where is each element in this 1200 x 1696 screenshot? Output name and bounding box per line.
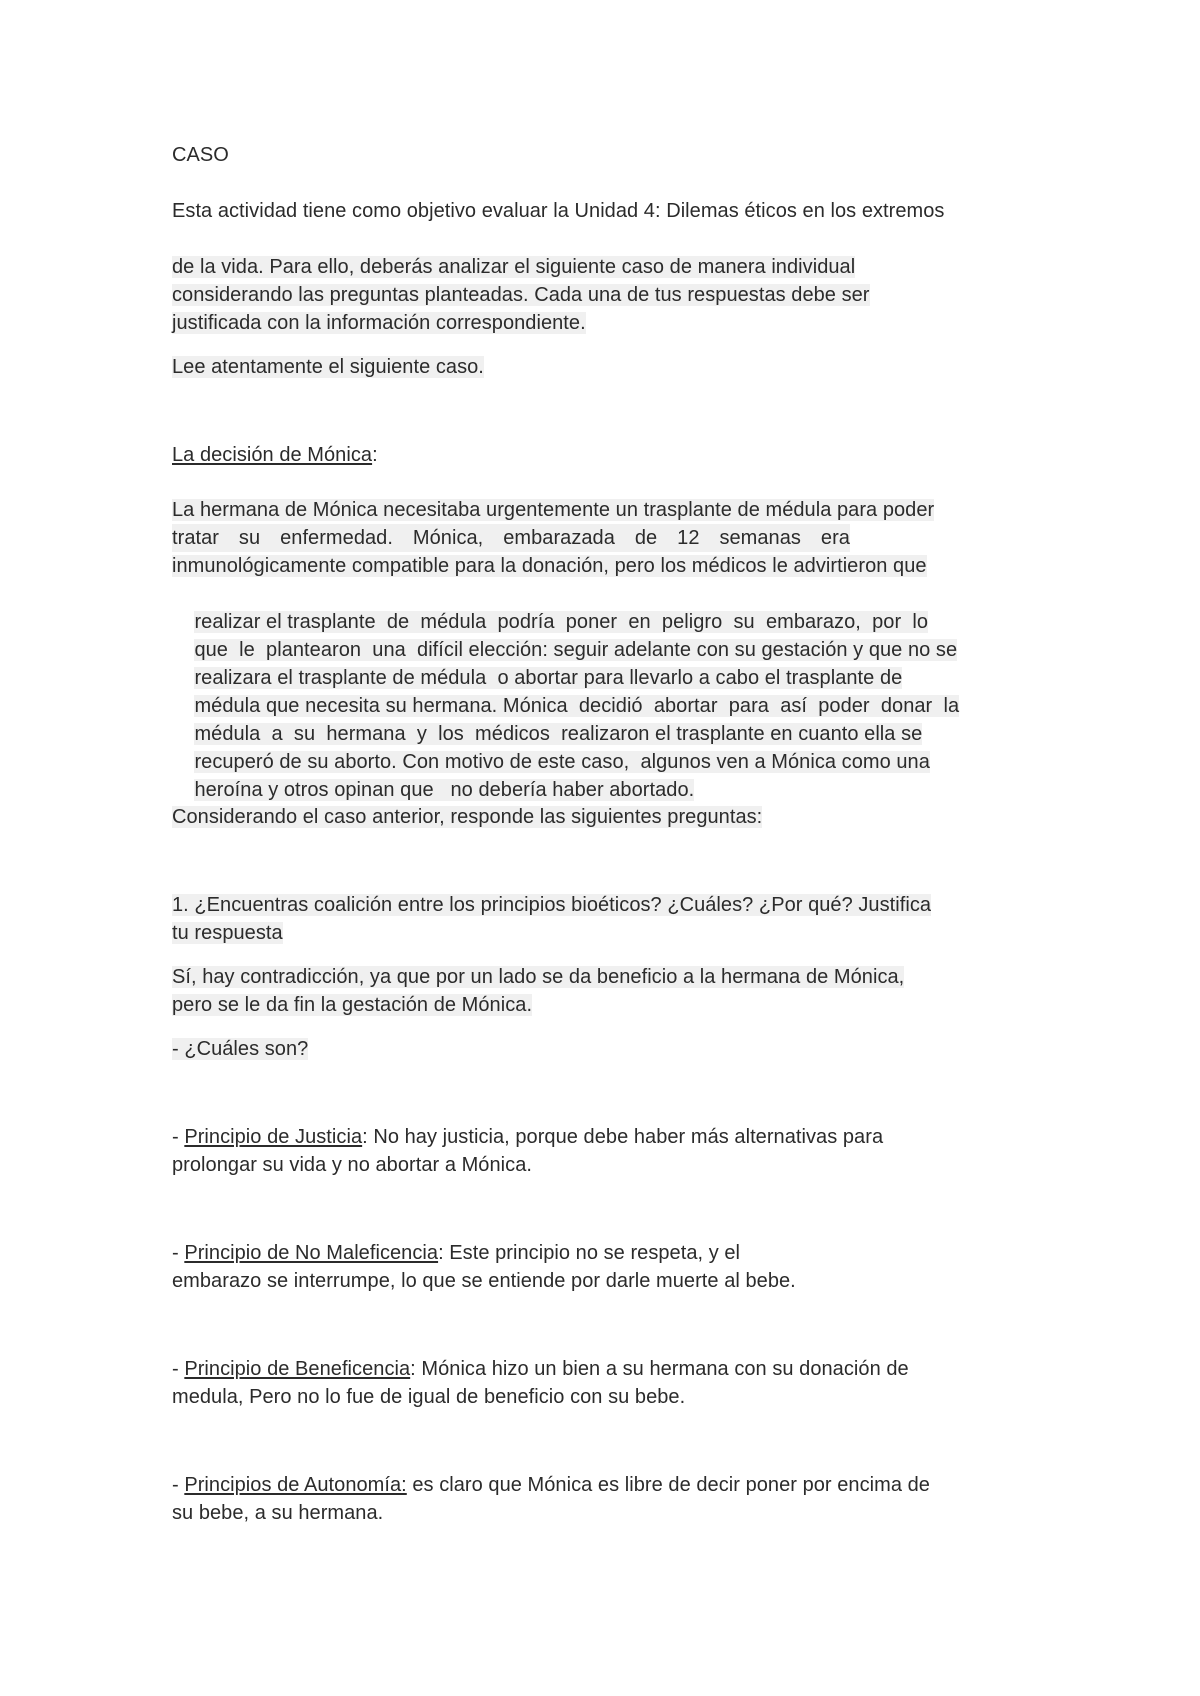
answer-1-line-3 — [172, 1035, 308, 1063]
case-text-10: heroína y otros opinan que no debería haber abortado. — [194, 779, 695, 801]
principle-autonomia-text-2: su bebe, a su hermana. — [172, 1502, 384, 1524]
principle-no-maleficencia-line-1 — [172, 1239, 740, 1267]
principle-autonomia-line-2 — [172, 1499, 383, 1527]
principle-dash: - — [172, 1242, 185, 1264]
case-title-line — [172, 441, 378, 469]
answer-1-line-2 — [172, 991, 532, 1019]
intro-text-5: Lee atentamente el siguiente caso. — [172, 356, 484, 378]
case-word: su — [238, 527, 261, 549]
case-title: La decisión de Mónica — [172, 444, 373, 466]
case-word: enfermedad. — [280, 527, 393, 549]
question-1-text-1: 1. ¿Encuentras coalición entre los principios bioéticos? ¿Cuáles? ¿Por qué? Justifica — [172, 894, 932, 916]
principle-beneficencia-line-2 — [172, 1383, 685, 1411]
case-text-6: realizara el trasplante de médula o abortar para llevarlo a cabo el trasplante de — [194, 667, 903, 689]
intro-line-1 — [172, 197, 944, 225]
header-text: CASO — [172, 144, 229, 166]
principle-beneficencia-text-1: : Mónica hizo un bien a su hermana con su donación de — [410, 1358, 909, 1380]
principle-autonomia-name: Principios de Autonomía: — [184, 1474, 407, 1496]
document-header — [172, 141, 229, 169]
principle-no-maleficencia-text-2: embarazo se interrumpe, lo que se entiende por darle muerte al bebe. — [172, 1270, 796, 1292]
principle-justicia-line-2 — [172, 1151, 532, 1179]
intro-text-2: de la vida. Para ello, deberás analizar el siguiente caso de manera individual — [172, 256, 856, 278]
answer-1-text-2: pero se le da fin la gestación de Mónica. — [172, 994, 533, 1016]
principle-autonomia-line-1 — [172, 1471, 930, 1499]
answer-1-text-3: - ¿Cuáles son? — [172, 1038, 309, 1060]
case-text-4: realizar el trasplante de médula podría poner en peligro su embarazo, por lo — [194, 611, 929, 633]
case-line-2 — [172, 524, 850, 552]
principle-no-maleficencia-text-1: : Este principio no se respeta, y el — [438, 1242, 741, 1264]
case-line-3 — [172, 552, 927, 580]
principle-dash: - — [172, 1126, 185, 1148]
case-text-1: La hermana de Mónica necesitaba urgentemente un trasplante de médula para poder — [172, 499, 935, 521]
intro-line-2 — [172, 253, 855, 281]
principle-dash: - — [172, 1358, 185, 1380]
case-word: de — [634, 527, 658, 549]
intro-line-5 — [172, 353, 484, 381]
principle-justicia-text-2: prolongar su vida y no abortar a Mónica. — [172, 1154, 532, 1176]
intro-line-3 — [172, 281, 870, 309]
case-word: Mónica, — [412, 527, 484, 549]
principle-no-maleficencia-name: Principio de No Maleficencia — [184, 1242, 439, 1264]
question-1-line-1 — [172, 891, 931, 919]
case-word: era — [820, 527, 850, 549]
principle-no-maleficencia-line-2 — [172, 1267, 796, 1295]
case-text-8: médula a su hermana y los médicos realizaron el trasplante en cuanto ella se — [194, 723, 923, 745]
intro-line-4 — [172, 309, 586, 337]
intro-text-4: justificada con la información correspondiente. — [172, 312, 586, 334]
case-line-1 — [172, 496, 934, 524]
principle-beneficencia-name: Principio de Beneficencia — [184, 1358, 411, 1380]
intro-text-1: Esta actividad tiene como objetivo evaluar la Unidad 4: Dilemas éticos en los extremos — [172, 200, 945, 222]
principle-justicia-name: Principio de Justicia — [184, 1126, 363, 1148]
case-word: semanas — [719, 527, 801, 549]
case-text-9: recuperó de su aborto. Con motivo de este caso, algunos ven a Mónica como una — [194, 751, 930, 773]
principle-beneficencia-line-1 — [172, 1355, 909, 1383]
case-title-colon: : — [372, 444, 378, 466]
case-word: tratar — [172, 527, 219, 549]
prompt-text: Considerando el caso anterior, responde las siguientes preguntas: — [172, 806, 763, 828]
answer-1-line-1 — [172, 963, 904, 991]
principle-justicia-line-1 — [172, 1123, 883, 1151]
question-1-line-2 — [172, 919, 283, 947]
principle-autonomia-text-1: es claro que Mónica es libre de decir poner por encima de — [406, 1474, 930, 1496]
case-text-3: inmunológicamente compatible para la donación, pero los médicos le advirtieron que — [172, 555, 927, 577]
principle-dash: - — [172, 1474, 185, 1496]
answer-1-text-1: Sí, hay contradicción, ya que por un lado se da beneficio a la hermana de Mónica, — [172, 966, 905, 988]
principle-beneficencia-text-2: medula, Pero no lo fue de igual de beneficio con su bebe. — [172, 1386, 686, 1408]
case-word: 12 — [677, 527, 700, 549]
principle-justicia-text-1: : No hay justicia, porque debe haber más alternativas para — [362, 1126, 884, 1148]
question-1-text-2: tu respuesta — [172, 922, 283, 944]
case-word: embarazada — [503, 527, 615, 549]
case-text-5: que le plantearon una difícil elección: seguir adelante con su gestación y que no se — [194, 639, 958, 661]
prompt-line — [172, 803, 762, 831]
intro-text-3: considerando las preguntas planteadas. Cada una de tus respuestas debe ser — [172, 284, 870, 306]
case-text-7: médula que necesita su hermana. Mónica decidió abortar para así poder donar la — [194, 695, 960, 717]
